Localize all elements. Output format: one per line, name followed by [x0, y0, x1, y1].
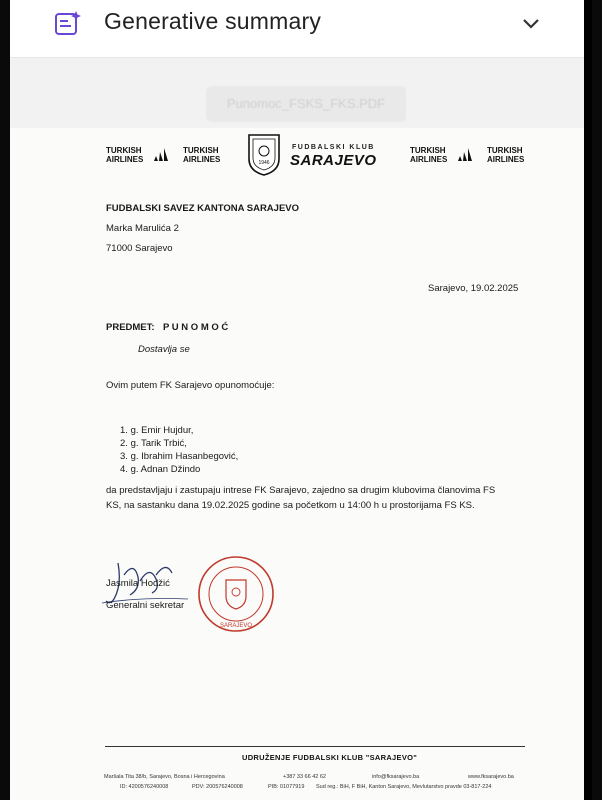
footer-court: Sud reg.: BiH, F BiH, Kanton Sarajevo, Mevlutarstvo pravde 03-817-224: [316, 784, 492, 790]
subject-value: P U N O M O Ć: [163, 322, 229, 333]
club-name-big: SARAJEVO: [290, 152, 377, 169]
sponsor-logo: TURKISH AIRLINES: [410, 146, 448, 164]
recipient-city: 71000 Sarajevo: [106, 243, 173, 254]
pdf-preview-strip: [10, 58, 584, 128]
summary-sparkle-icon: [54, 10, 82, 36]
list-item: 4. g. Adnan Džindo: [120, 464, 201, 475]
club-name-small: FUDBALSKI KLUB: [292, 144, 375, 151]
club-crest-icon: [246, 133, 282, 177]
intro-text: Ovim putem FK Sarajevo opunomoćuje:: [106, 380, 275, 391]
right-edge: [592, 0, 602, 800]
adidas-logo-icon: [152, 146, 172, 162]
footer-divider: [105, 746, 525, 747]
sponsor-logo: TURKISH AIRLINES: [487, 146, 525, 164]
signatory-name: Jasmila Hodžić: [106, 578, 170, 589]
subject-label: PREDMET:: [106, 322, 155, 333]
footer-pib: PIB: 01077919: [268, 784, 305, 790]
summary-header[interactable]: [10, 0, 584, 58]
list-item: 2. g. Tarik Trbić,: [120, 438, 187, 449]
footer-web: www.fksarajevo.ba: [468, 774, 514, 780]
list-item: 3. g. Ibrahim Hasanbegović,: [120, 451, 239, 462]
adidas-logo-icon: [456, 146, 476, 162]
list-item: 1. g. Emir Hujdur,: [120, 425, 194, 436]
svg-text:SARAJEVO: SARAJEVO: [219, 623, 253, 629]
official-stamp: [196, 554, 276, 634]
body-line-1: da predstavljaju i zastupaju intrese FK Sarajevo, zajedno sa drugim klubovima članovima FS: [106, 485, 496, 496]
signatory-role: Generalni sekretar: [106, 600, 185, 611]
recipient-name: FUDBALSKI SAVEZ KANTONA SARAJEVO: [106, 203, 300, 214]
pdf-filename-chip[interactable]: Punomoc_FSKS_FKS.PDF: [206, 86, 406, 122]
body-line-2: KS, na sastanku dana 19.02.2025 godine sa početkom u 14:00 h u prostorijama FS KS.: [106, 500, 475, 511]
sponsor-logo: TURKISH AIRLINES: [106, 146, 144, 164]
footer-phone: +387 33 66 42 62: [283, 774, 326, 780]
document-page: [10, 128, 584, 800]
footer-address: Maršala Tita 38/b, Sarajevo, Bosna i Hercegovina: [104, 774, 225, 780]
delivered-note: Dostavlja se: [138, 344, 190, 355]
sponsor-logo: TURKISH AIRLINES: [183, 146, 221, 164]
left-edge: [0, 0, 10, 800]
document-date: Sarajevo, 19.02.2025: [428, 283, 519, 294]
footer-id: ID: 4200576240008: [120, 784, 169, 790]
chevron-down-icon[interactable]: [520, 12, 542, 34]
footer-pdv: PDV: 200576240008: [192, 784, 243, 790]
recipient-street: Marka Marulića 2: [106, 223, 179, 234]
svg-text:1946: 1946: [258, 160, 270, 166]
summary-title: Generative summary: [104, 8, 322, 34]
footer-email: info@fksarajevo.ba: [372, 774, 420, 780]
footer-title: UDRUŽENJE FUDBALSKI KLUB "SARAJEVO": [242, 753, 418, 762]
